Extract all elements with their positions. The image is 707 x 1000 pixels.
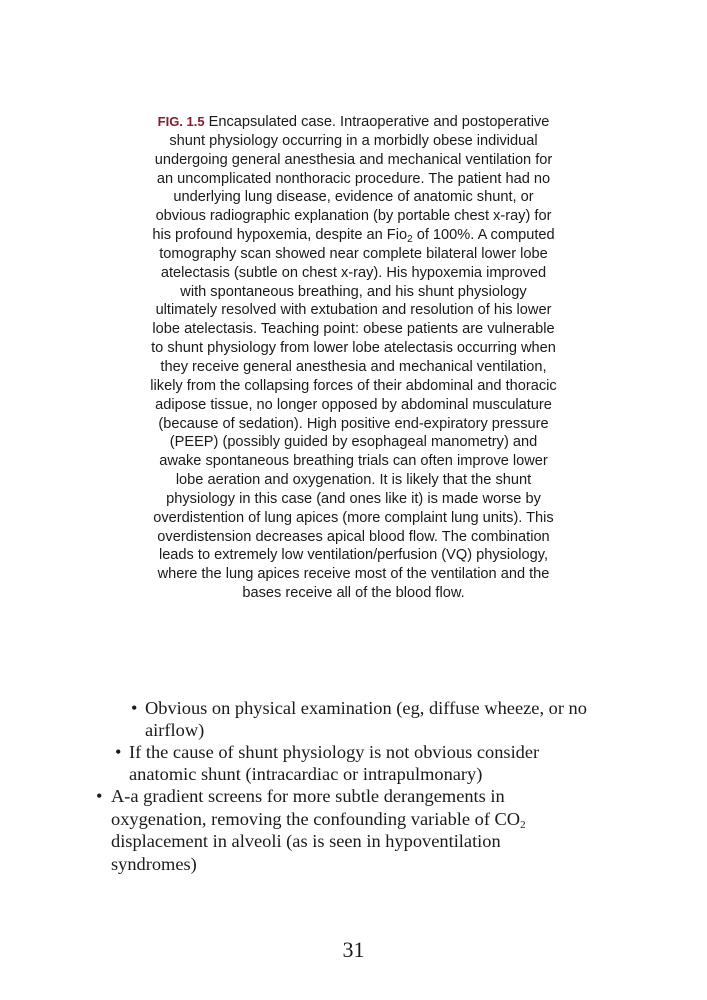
bullet-item-aa-gradient bbox=[96, 785, 566, 875]
caption-text-part2: of 100%. A computed tomography scan showed near complete bilateral lower lobe atelectasis (subtle on chest x-ray). His hypoxemia improved with spontaneous breathing, and his shunt physiology ultimately resolved with extubation and resolution of his lower lobe atelectasis. Teaching point: obese patients are vulnerable to shunt physiology from lower lobe atelectasis occurring when they receive general anesthesia and mechanical ventilation, likely from the collapsing forces of their abdominal and thoracic adipose tissue, no longer opposed by abdominal musculature (because of sedation). High positive end-expiratory pressure (PEEP) (possibly guided by esophageal manometry) and awake spontaneous breathing trials can often improve lower lobe aeration and oxygenation. It is likely that the shunt physiology in this case (and ones like it) is made worse by overdistention of lung apices (more complaint lung units). This overdistension decreases apical blood flow. The combination leads to extremely low ventilation/perfusion (VQ) physiology, where the lung apices receive most of the ventilation and the bases receive all of the blood flow. bbox=[150, 227, 557, 602]
bullet-marker: • bbox=[96, 786, 103, 806]
caption-text-part1: Encapsulated case. Intraoperative and postoperative shunt physiology occurring in a morbidly obese individual undergoing general anesthesia and mechanical ventilation for an uncomplicated nonthoracic procedure. The patient had no underlying lung disease, evidence of anatomic shunt, or obvious radiographic explanation (by portable chest x-ray) for his profound hypoxemia, despite an Fio bbox=[152, 114, 553, 244]
bullet-subscript: 2 bbox=[520, 818, 526, 831]
bullet-text-part1: A-a gradient screens for more subtle derangements in oxygenation, removing the confounding variable of CO bbox=[111, 786, 521, 829]
bullet-text-part2: displacement in alveoli (as is seen in hypoventilation syndromes) bbox=[111, 831, 501, 874]
bullet-marker: • bbox=[131, 698, 138, 718]
caption-subscript: 2 bbox=[407, 234, 413, 246]
bullet-text bbox=[96, 785, 566, 875]
figure-label: FIG. 1.5 bbox=[157, 114, 205, 129]
bullet-item-physical-exam bbox=[131, 697, 631, 741]
page-number: 31 bbox=[342, 937, 365, 962]
figure-caption bbox=[150, 113, 557, 603]
bullet-item-anatomic-shunt bbox=[115, 741, 585, 785]
bullet-text: If the cause of shunt physiology is not obvious consider anatomic shunt (intracardiac or intrapulmonary) bbox=[129, 742, 540, 784]
bullet-marker: • bbox=[115, 742, 122, 762]
bullet-text: Obvious on physical examination (eg, diffuse wheeze, or no airflow) bbox=[145, 698, 587, 740]
